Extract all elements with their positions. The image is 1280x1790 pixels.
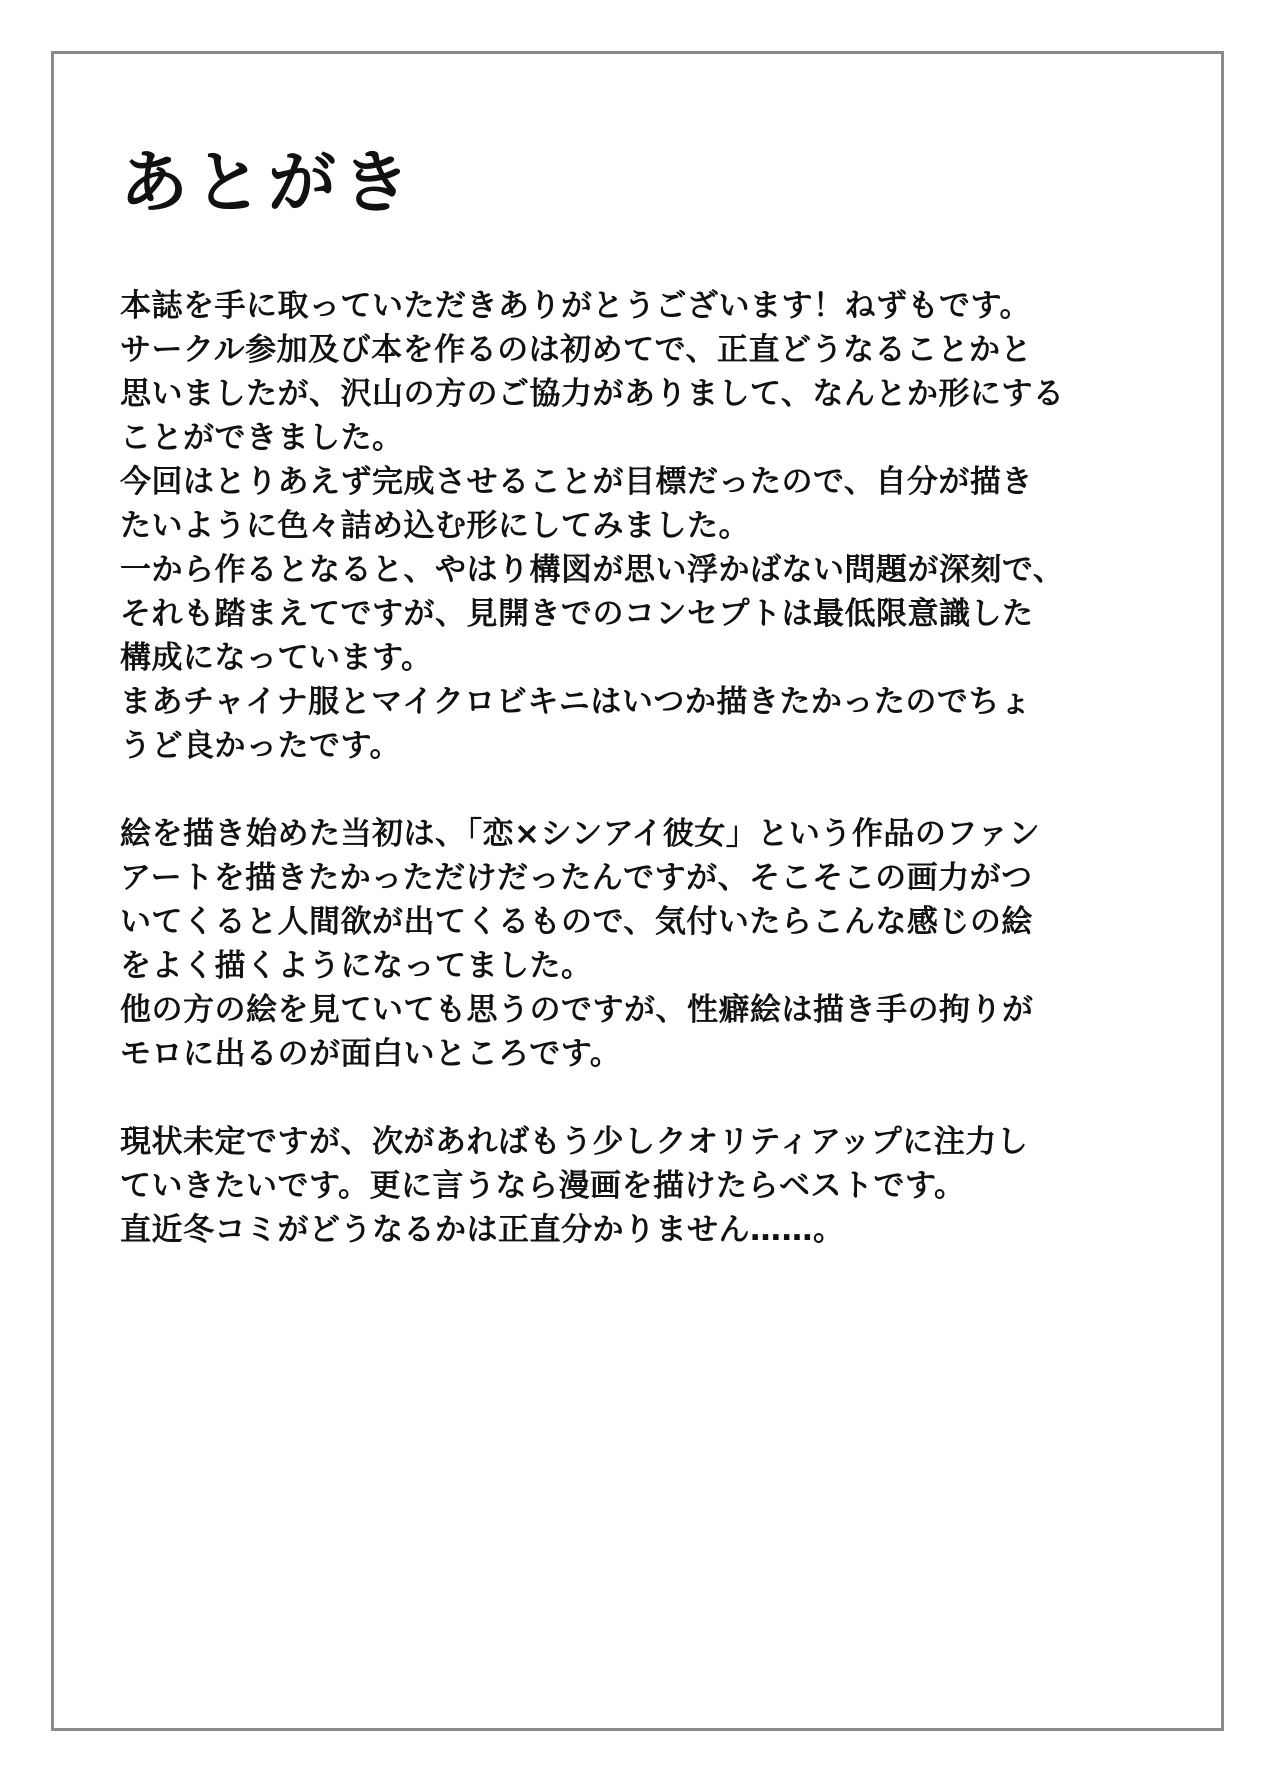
text-line: たいように色々詰め込む形にしてみました。 [120,508,750,544]
text-line: サークル参加及び本を作るのは初めてで、正直どうなることかと [120,332,1032,368]
paragraph-2 [120,812,1180,1076]
text-line: モロに出るのが面白いところです。 [120,1036,622,1072]
text-line: 直近冬コミがどうなるかは正直分かりません……。 [120,1212,845,1248]
text-line: いてくると人間欲が出てくるもので、気付いたらこんな感じの絵 [120,904,1033,940]
text-line: 現状未定ですが、次があればもう少しクオリティアップに注力し [120,1124,1029,1160]
paragraph-3 [120,1120,1180,1252]
page-frame [51,51,1224,1731]
text-line: 構成になっています。 [120,640,433,676]
text-line: をよく描くようになってました。 [120,948,593,984]
page-title: あとがき [120,144,417,223]
text-line: 今回はとりあえず完成させることが目標だったので、自分が描き [120,464,1033,500]
text-line: アートを描きたかっただけだったんですが、そこそこの画力がつ [120,860,1033,896]
text-line: 絵を描き始めた当初は、「恋×シンアイ彼女」という作品のファン [120,816,1041,852]
text-line: ことができました。 [120,420,404,456]
text-line: ていきたいです。更に言うなら漫画を描けたらベストです。 [120,1168,966,1204]
paragraph-1 [120,284,1180,768]
text-line: 他の方の絵を見ていても思うのですが、性癖絵は描き手の拘りが [120,992,1034,1028]
afterword-body [120,284,1180,1296]
text-line: 思いましたが、沢山の方のご協力がありまして、なんとか形にする [120,376,1065,412]
text-line: それも踏まえてですが、見開きでのコンセプトは最低限意識した [120,596,1034,632]
text-line: まあチャイナ服とマイクロビキニはいつか描きたかったのでちょ [120,684,1032,720]
text-line: 本誌を手に取っていただきありがとうございます！ねずもです。 [120,288,1032,324]
text-line: うど良かったです。 [120,728,402,764]
text-line: 一から作るとなると、やはり構図が思い浮かばない問題が深刻で、 [120,552,1065,588]
